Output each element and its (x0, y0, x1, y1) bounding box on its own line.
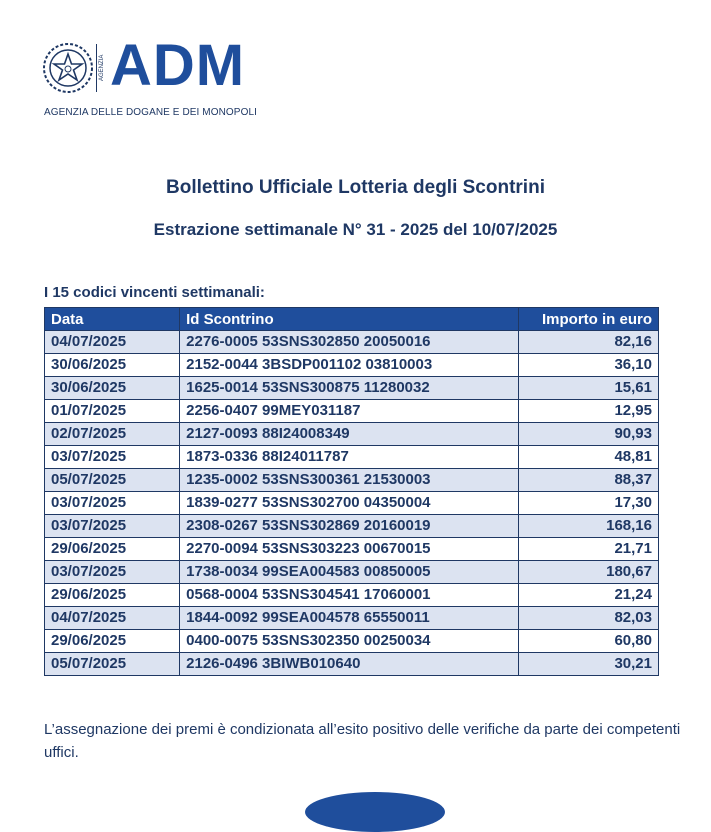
table-row (45, 584, 659, 607)
cell-id: 2270-0094 53SNS303223 00670015 (180, 538, 519, 561)
header-id: Id Scontrino (180, 308, 519, 331)
cell-amount: 168,16 (519, 515, 659, 538)
cell-id: 1235-0002 53SNS300361 21530003 (180, 469, 519, 492)
table-row (45, 331, 659, 354)
table-row (45, 515, 659, 538)
cell-id: 0568-0004 53SNS304541 17060001 (180, 584, 519, 607)
cell-id: 1873-0336 88I24011787 (180, 446, 519, 469)
table-row (45, 377, 659, 400)
cell-id: 1839-0277 53SNS302700 04350004 (180, 492, 519, 515)
table-row (45, 561, 659, 584)
cell-id: 1625-0014 53SNS300875 11280032 (180, 377, 519, 400)
cell-id: 2127-0093 88I24008349 (180, 423, 519, 446)
cell-amount: 21,24 (519, 584, 659, 607)
cell-amount: 30,21 (519, 653, 659, 676)
cell-amount: 12,95 (519, 400, 659, 423)
cell-date: 02/07/2025 (45, 423, 180, 446)
table-row (45, 354, 659, 377)
cell-id: 2276-0005 53SNS302850 20050016 (180, 331, 519, 354)
winners-table (44, 307, 659, 676)
table-row (45, 492, 659, 515)
cell-amount: 82,03 (519, 607, 659, 630)
table-header-row (45, 308, 659, 331)
agency-full-name: AGENZIA DELLE DOGANE E DEI MONOPOLI (44, 107, 257, 118)
cell-amount: 88,37 (519, 469, 659, 492)
agency-vertical-label: AGENZIA (96, 44, 109, 92)
cell-id: 1738-0034 99SEA004583 00850005 (180, 561, 519, 584)
cell-date: 01/07/2025 (45, 400, 180, 423)
cell-id: 1844-0092 99SEA004578 65550011 (180, 607, 519, 630)
cell-date: 30/06/2025 (45, 354, 180, 377)
cell-id: 0400-0075 53SNS302350 00250034 (180, 630, 519, 653)
table-row (45, 607, 659, 630)
table-row (45, 446, 659, 469)
table-row (45, 469, 659, 492)
cell-amount: 60,80 (519, 630, 659, 653)
cell-id: 2256-0407 99MEY031187 (180, 400, 519, 423)
cell-date: 29/06/2025 (45, 630, 180, 653)
cell-date: 03/07/2025 (45, 515, 180, 538)
cell-amount: 15,61 (519, 377, 659, 400)
cell-date: 29/06/2025 (45, 538, 180, 561)
cell-amount: 180,67 (519, 561, 659, 584)
cell-amount: 17,30 (519, 492, 659, 515)
italian-republic-emblem-icon (42, 42, 94, 94)
cell-date: 30/06/2025 (45, 377, 180, 400)
cell-date: 03/07/2025 (45, 446, 180, 469)
page-subtitle: Estrazione settimanale N° 31 - 2025 del 10/07/2025 (153, 220, 558, 239)
decorative-shape (305, 792, 445, 832)
table-row (45, 630, 659, 653)
table-row (45, 423, 659, 446)
cell-amount: 21,71 (519, 538, 659, 561)
cell-date: 29/06/2025 (45, 584, 180, 607)
cell-date: 03/07/2025 (45, 492, 180, 515)
cell-id: 2308-0267 53SNS302869 20160019 (180, 515, 519, 538)
table-row (45, 400, 659, 423)
cell-id: 2126-0496 3BIWB010640 (180, 653, 519, 676)
table-row (45, 653, 659, 676)
cell-amount: 48,81 (519, 446, 659, 469)
cell-amount: 82,16 (519, 331, 659, 354)
page-title: Bollettino Ufficiale Lotteria degli Scontrini (166, 177, 545, 198)
header-amount: Importo in euro (519, 308, 659, 331)
disclaimer-note: L’assegnazione dei premi è condizionata all’esito positivo delle verifiche da parte dei competenti uffici. (44, 721, 681, 761)
cell-date: 03/07/2025 (45, 561, 180, 584)
cell-id: 2152-0044 3BSDP001102 03810003 (180, 354, 519, 377)
table-caption: I 15 codici vincenti settimanali: (44, 284, 265, 301)
header-date: Data (45, 308, 180, 331)
cell-date: 04/07/2025 (45, 607, 180, 630)
cell-date: 05/07/2025 (45, 653, 180, 676)
cell-amount: 36,10 (519, 354, 659, 377)
cell-amount: 90,93 (519, 423, 659, 446)
cell-date: 05/07/2025 (45, 469, 180, 492)
table-row (45, 538, 659, 561)
adm-logo: ADM (110, 33, 246, 98)
cell-date: 04/07/2025 (45, 331, 180, 354)
